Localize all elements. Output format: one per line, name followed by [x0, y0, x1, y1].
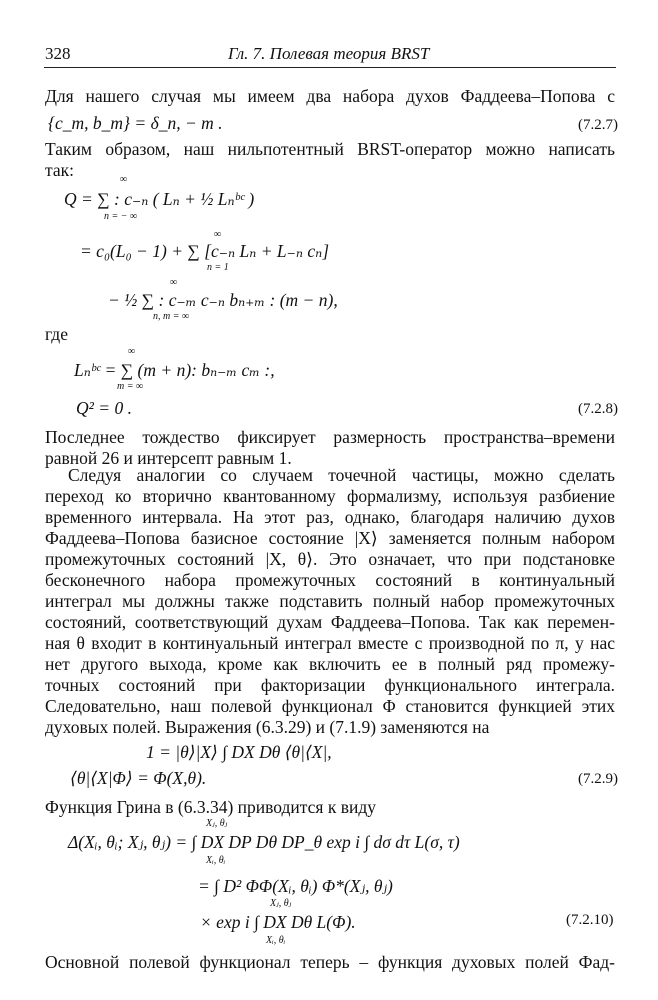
paragraph-4-line-6: бесконечного набора промежуточных состояний в континуальный — [45, 570, 615, 590]
equation-Q-squared: Q² = 0 . — [76, 398, 132, 418]
integral-upper-limit: Xⱼ, θⱼ — [270, 898, 292, 909]
paragraph-5: Функция Грина в (6.3.34) приводится к виду — [45, 797, 377, 817]
equation-Q-line-2: = c₀(L₀ − 1) + ∑ [c₋ₙ Lₙ + L₋ₙ cₙ] — [80, 241, 329, 261]
paragraph-2-line-1: Таким образом, наш нильпотентный BRST-оператор можно написать — [45, 139, 615, 159]
paragraph-4-line-8: состояний, соответствующий духам Фаддеева–Попова. Так как перемен- — [45, 612, 615, 632]
paragraph-4-line-10: нет другого выхода, кроме как включить ее в полный ряд промежу- — [45, 654, 615, 674]
running-title: Гл. 7. Полевая теория BRST — [228, 44, 430, 63]
paragraph-4-line-5: промежуточных состояний |X, θ⟩. Это означает, что при подстановке — [45, 549, 615, 569]
paragraph-4-line-1: Следуя аналогии со случаем точечной частицы, можно сделать — [68, 465, 615, 485]
sum-upper-limit: ∞ — [214, 229, 222, 240]
sum-lower-limit: n = 1 — [207, 262, 229, 273]
equation-green-line-3: × exp i ∫ DX Dθ L(Φ). — [200, 912, 356, 932]
page-number: 328 — [45, 44, 71, 63]
sum-lower-limit: n = − ∞ — [104, 211, 138, 222]
integral-lower-limit: Xᵢ, θᵢ — [266, 935, 286, 946]
sum-upper-limit: ∞ — [128, 346, 136, 357]
equation-anticommutator: {c_m, b_m} = δ_n, − m . — [48, 113, 223, 133]
paragraph-4-line-2: переход ко вторично квантованному формализму, используя разбиение — [45, 486, 615, 506]
paragraph-4-line-12: Следовательно, наш полевой функционал Φ становится функцией этих — [45, 696, 615, 716]
integral-lower-limit: Xᵢ, θᵢ — [206, 855, 226, 866]
paragraph-3-line-1: Последнее тождество фиксирует размерность пространства–времени — [45, 427, 615, 447]
where-word: где — [45, 324, 68, 344]
paragraph-4-line-11: точных состояний при факторизации функционального интеграла. — [45, 675, 615, 695]
equation-green-line-2: = ∫ D² ΦΦ(Xᵢ, θᵢ) Φ*(Xⱼ, θⱼ) — [198, 876, 393, 896]
paragraph-4-line-4: Фаддеева–Попова базисное состояние |X⟩ заменяется полным набором — [45, 528, 615, 548]
header-rule — [44, 67, 616, 68]
equation-L-bc: Lₙᵇᶜ = ∑ (m + n): bₙ₋ₘ cₘ :, — [74, 360, 275, 380]
equation-number-7-2-9: (7.2.9) — [578, 771, 618, 787]
sum-lower-limit: n, m = ∞ — [153, 311, 190, 322]
paragraph-3-line-2: равной 26 и интерсепт равным 1. — [45, 448, 292, 468]
equation-number-7-2-7: (7.2.7) — [578, 117, 618, 133]
paragraph-6: Основной полевой функционал теперь – функция духовых полей Фад- — [45, 952, 615, 972]
equation-Q-line-3: − ½ ∑ : c₋ₘ c₋ₙ bₙ₊ₘ : (m − n), — [108, 290, 338, 310]
equation-phi: ⟨θ|⟨X|Φ⟩ = Φ(X,θ). — [70, 768, 207, 788]
paragraph-2-line-2: так: — [45, 160, 74, 180]
sum-upper-limit: ∞ — [170, 277, 178, 288]
equation-green-line-1: Δ(Xᵢ, θᵢ; Xⱼ, θⱼ) = ∫ DX DP Dθ DP_θ exp i ∫ dσ dτ L(σ, τ) — [68, 832, 460, 852]
paragraph-4-line-7: интеграл мы должны также подставить полный набор промежуточных — [45, 591, 615, 611]
paragraph-1: Для нашего случая мы имеем два набора духов Фаддеева–Попова с — [45, 86, 615, 106]
paragraph-4-line-9: ная θ входит в континуальный интеграл вместе с производной по π, у нас — [45, 633, 615, 653]
sum-lower-limit: m = ∞ — [117, 381, 144, 392]
equation-number-7-2-8: (7.2.8) — [578, 401, 618, 417]
paragraph-4-line-3: временного интервала. На этот раз, однако, благодаря наличию духов — [45, 507, 615, 527]
integral-upper-limit: Xⱼ, θⱼ — [206, 818, 228, 829]
equation-Q-line-1: Q = ∑ : c₋ₙ ( Lₙ + ½ Lₙᵇᶜ ) — [64, 189, 255, 209]
sum-upper-limit: ∞ — [120, 174, 128, 185]
equation-unit: 1 = |θ⟩|X⟩ ∫ DX Dθ ⟨θ|⟨X|, — [146, 742, 332, 762]
paragraph-4-line-13: духовых полей. Выражения (6.3.29) и (7.1.9) заменяются на — [45, 717, 490, 737]
equation-number-7-2-10: (7.2.10) — [566, 912, 614, 928]
